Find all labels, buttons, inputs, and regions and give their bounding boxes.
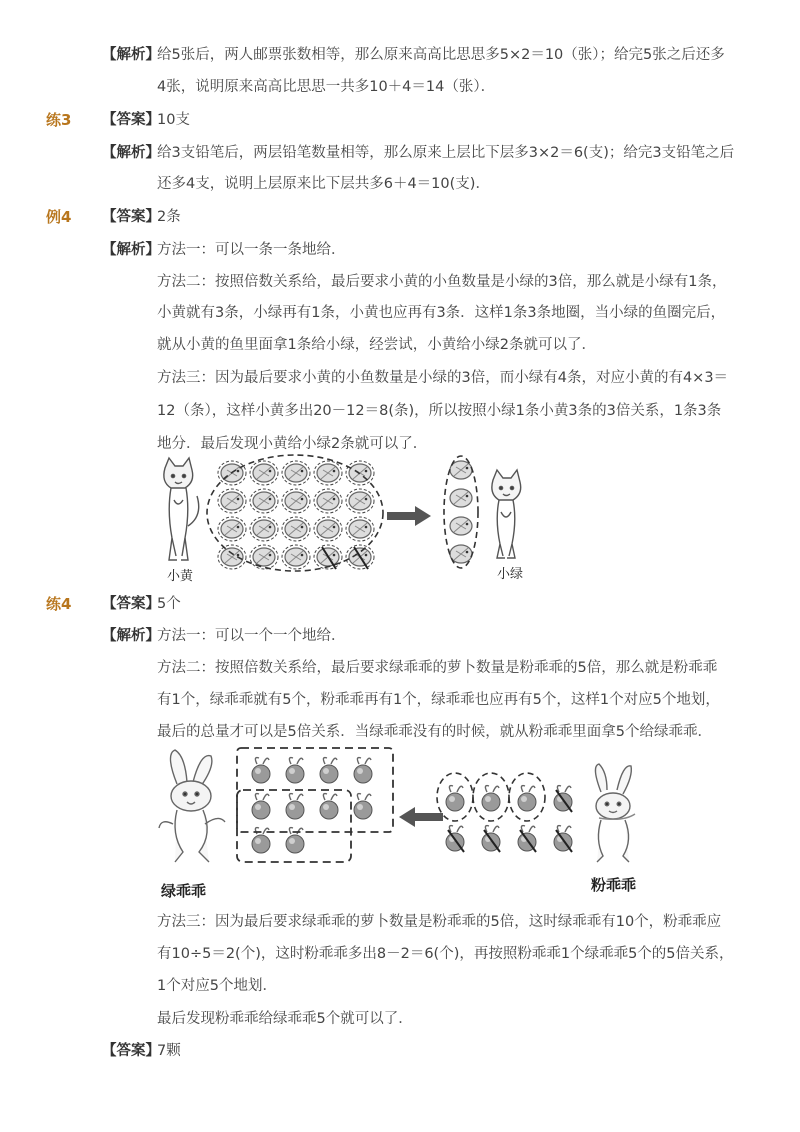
fish-icon <box>450 489 472 507</box>
answer-tag: 【答案】 <box>102 1043 160 1059</box>
analysis-tag: 【解析】 <box>102 145 160 161</box>
radish-figure <box>155 744 665 904</box>
fish-icon <box>285 492 307 510</box>
analysis-line: 还多4支，说明上层原来比下层共多6＋4＝10(支)． <box>157 176 490 192</box>
answer-tag: 【答案】 <box>102 112 160 128</box>
exercise-label-lian4: 练4 <box>46 595 72 613</box>
fish-icon <box>285 548 307 566</box>
fish-icon <box>317 547 339 569</box>
answer-value: 5个 <box>157 596 181 612</box>
method-line: 有10÷5＝2(个)，这时粉乖乖多出8－2＝6(个)，再按照粉乖乖1个绿乖乖5个的5倍关系， <box>157 946 734 962</box>
fish-icon <box>317 520 339 538</box>
fish-icon <box>349 520 371 538</box>
method-line: 12（条），这样小黄多出20－12＝8(条)，所以按照小绿1条小黄3条的3倍关系，1条3条 <box>157 403 722 419</box>
method-line: 方法一：可以一个一个地给． <box>157 628 346 644</box>
radish-icon <box>354 758 372 783</box>
radish-icon <box>252 758 270 783</box>
fish-grid <box>218 461 374 569</box>
answer-tag: 【答案】 <box>102 209 160 225</box>
method-line: 方法三：因为最后要求绿乖乖的萝卜数量是粉乖乖的5倍，这时绿乖乖有10个，粉乖乖应 <box>157 914 722 930</box>
radish-icon <box>320 794 338 819</box>
exercise-label-lian3: 练3 <box>46 111 72 129</box>
fish-icon <box>349 492 371 510</box>
answer-value: 2条 <box>157 209 181 225</box>
rabbit-fenguaiguai-icon <box>595 764 635 862</box>
cat-xiaolv-icon <box>492 470 521 558</box>
radish-icon <box>554 826 572 852</box>
fish-icon <box>349 547 371 569</box>
fish-icon <box>253 520 275 538</box>
radish-icon <box>354 794 372 819</box>
method-line: 1个对应5个地划． <box>157 978 277 994</box>
fish-icon <box>253 492 275 510</box>
analysis-line: 4张，说明原来高高比思思一共多10＋4＝14（张）． <box>157 79 496 95</box>
radish-icon <box>482 786 500 811</box>
fish-icon <box>285 520 307 538</box>
method-line: 最后发现粉乖乖给绿乖乖5个就可以了． <box>157 1011 413 1027</box>
answer-tag: 【答案】 <box>102 596 160 612</box>
analysis-tag: 【解析】 <box>102 628 160 644</box>
analysis-line: 给3支铅笔后，两层铅笔数量相等，那么原来上层比下层多3×2＝6(支)；给完3支铅笔之后 <box>157 145 735 161</box>
figure-caption-right: 小绿 <box>497 567 524 582</box>
method-line: 最后的总量才可以是5倍关系．当绿乖乖没有的时候，就从粉乖乖里面拿5个给绿乖乖． <box>157 724 712 740</box>
radish-left-group <box>252 758 372 853</box>
analysis-line: 给5张后，两人邮票张数相等，那么原来高高比思思多5×2＝10（张）；给完5张之后还多 <box>157 47 725 63</box>
arrow-left-icon <box>399 807 443 827</box>
radish-icon <box>518 786 536 811</box>
radish-icon <box>446 826 464 852</box>
radish-icon <box>482 826 500 852</box>
fish-icon <box>221 492 243 510</box>
figure-caption-right: 粉乖乖 <box>591 876 637 894</box>
fish-icon <box>450 517 472 535</box>
method-line: 方法二：按照倍数关系给，最后要求小黄的小鱼数量是小绿的3倍，那么就是小绿有1条， <box>157 274 727 290</box>
answer-value: 7颗 <box>157 1043 181 1059</box>
fish-icon <box>317 492 339 510</box>
fish-icon <box>317 464 339 482</box>
radish-icon <box>286 758 304 783</box>
fish-icon <box>285 464 307 482</box>
method-line: 有1个，绿乖乖就有5个，粉乖乖再有1个，绿乖乖也应再有5个，这样1个对应5个地划， <box>157 692 720 708</box>
rabbit-lvguaiguai-icon <box>159 750 225 862</box>
example-label-li4: 例4 <box>46 208 72 226</box>
fish-column <box>450 461 472 563</box>
method-line: 小黄就有3条，小绿再有1条，小黄也应再有3条．这样1条3条地圈，当小绿的鱼圈完后， <box>157 305 726 321</box>
fish-icon <box>221 520 243 538</box>
answer-value: 10支 <box>157 112 190 128</box>
radish-icon <box>554 786 572 812</box>
fish-figure <box>155 456 555 586</box>
figure-caption-left: 小黄 <box>167 569 194 584</box>
analysis-tag: 【解析】 <box>102 242 160 258</box>
method-line: 方法一：可以一条一条地给． <box>157 242 346 258</box>
radish-icon <box>320 758 338 783</box>
arrow-right-icon <box>387 506 431 526</box>
radish-icon <box>252 794 270 819</box>
method-line: 方法三：因为最后要求小黄的小鱼数量是小绿的3倍，而小绿有4条，对应小黄的有4×3＝ <box>157 370 729 386</box>
fish-icon <box>221 548 243 566</box>
method-line: 地分．最后发现小黄给小绿2条就可以了． <box>157 436 428 452</box>
radish-icon <box>446 786 464 811</box>
method-line: 方法二：按照倍数关系给，最后要求绿乖乖的萝卜数量是粉乖乖的5倍，那么就是粉乖乖 <box>157 660 718 676</box>
radish-icon <box>286 794 304 819</box>
method-line: 就从小黄的鱼里面拿1条给小绿，经尝试，小黄给小绿2条就可以了． <box>157 337 596 353</box>
cat-xiaohuang-icon <box>164 458 199 560</box>
fish-icon <box>253 548 275 566</box>
radish-icon <box>518 826 536 852</box>
figure-caption-left: 绿乖乖 <box>161 882 207 900</box>
analysis-tag: 【解析】 <box>102 47 160 63</box>
fish-icon <box>253 464 275 482</box>
